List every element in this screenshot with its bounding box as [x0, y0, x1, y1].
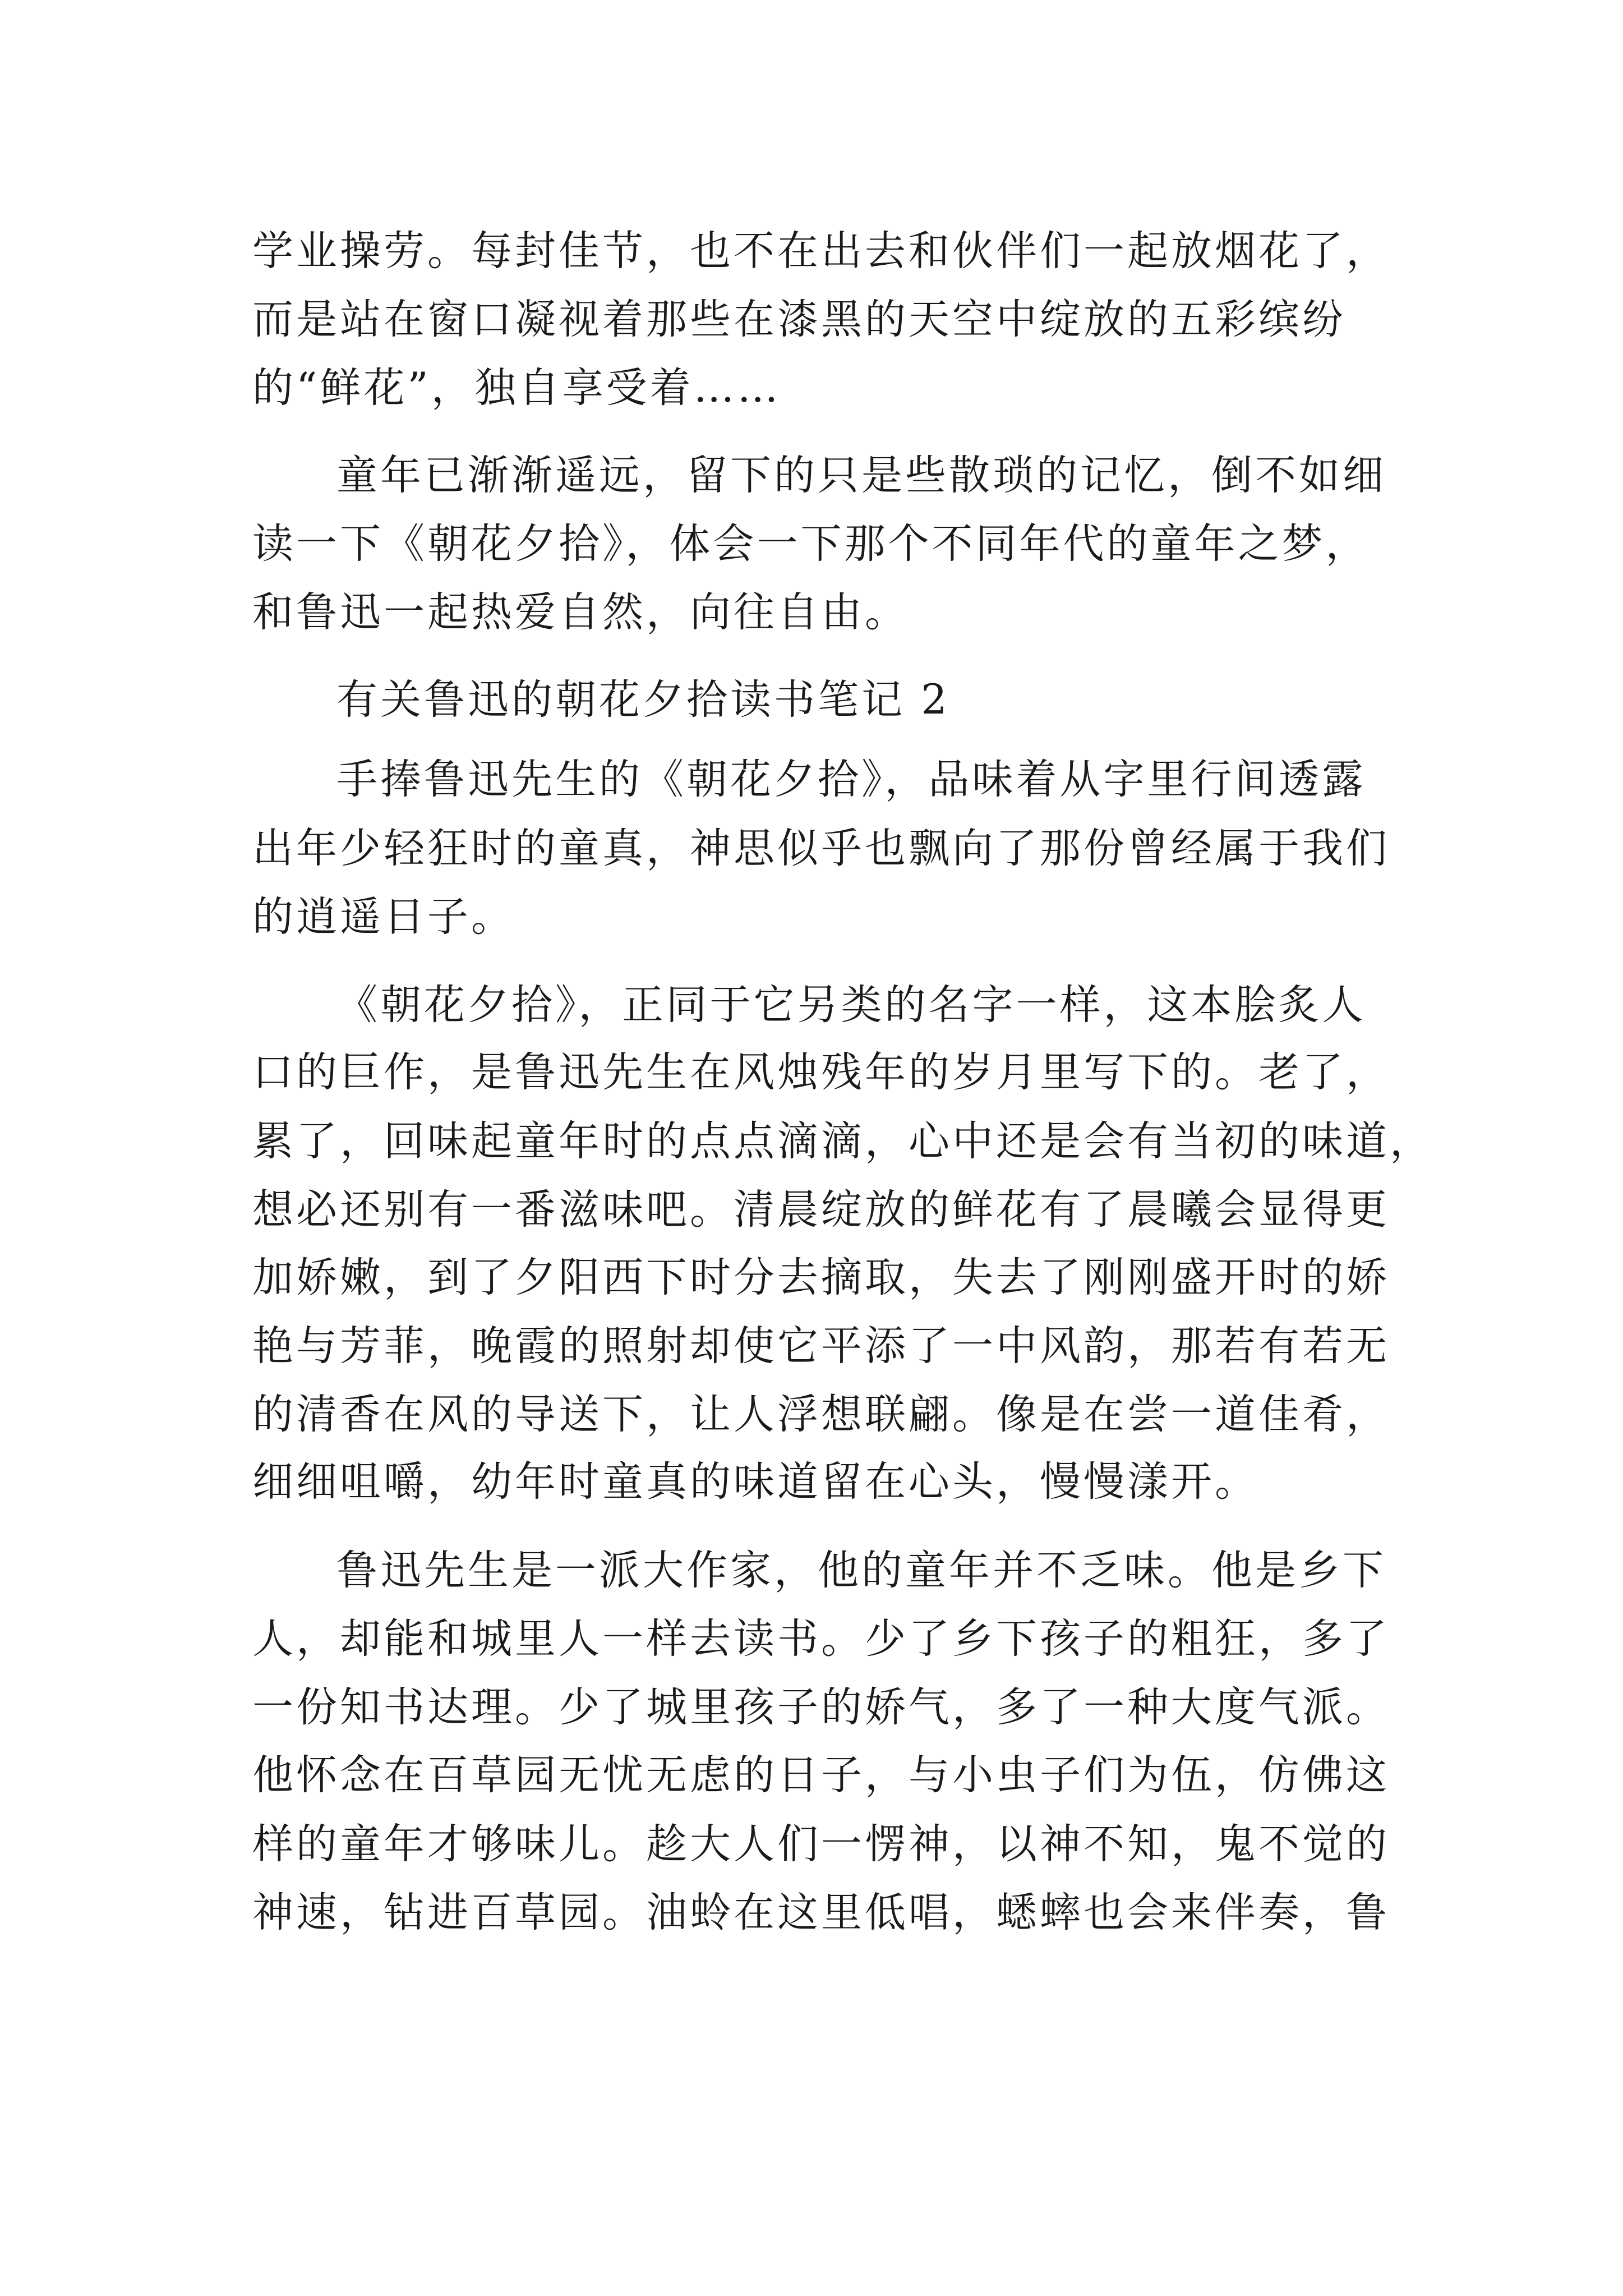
- section-heading: 有关鲁迅的朝花夕拾读书笔记 2: [336, 676, 950, 724]
- text-line: 的逍遥日子。: [252, 893, 515, 941]
- text-line: 人，却能和城里人一样去读书。少了乡下孩子的粗狂，多了: [252, 1615, 1390, 1663]
- text-line: 学业操劳。每封佳节，也不在出去和伙伴们一起放烟花了，: [252, 227, 1390, 275]
- text-line: 《朝花夕拾》，正同于它另类的名字一样，这本脍炙人: [336, 981, 1366, 1029]
- text-line: 艳与芳菲，晚霞的照射却使它平添了一中风韵，那若有若无: [252, 1322, 1390, 1370]
- text-line: 他怀念在百草园无忧无虑的日子，与小虫子们为伍，仿佛这: [252, 1751, 1390, 1799]
- text-line: 口的巨作，是鲁迅先生在风烛残年的岁月里写下的。老了，: [252, 1048, 1390, 1096]
- text-line: 的清香在风的导送下，让人浮想联翩。像是在尝一道佳肴，: [252, 1391, 1390, 1438]
- text-line: 童年已渐渐遥远，留下的只是些散琐的记忆，倒不如细: [336, 452, 1386, 499]
- text-line: 想必还别有一番滋味吧。清晨绽放的鲜花有了晨曦会显得更: [252, 1186, 1390, 1234]
- text-line: 一份知书达理。少了城里孩子的娇气，多了一种大度气派。: [252, 1683, 1390, 1731]
- text-line: 神速，钻进百草园。油蛉在这里低唱，蟋蟀也会来伴奏，鲁: [252, 1889, 1390, 1936]
- text-line: 手捧鲁迅先生的《朝花夕拾》，品味着从字里行间透露: [336, 756, 1366, 803]
- text-line: 出年少轻狂时的童真，神思似乎也飘向了那份曾经属于我们: [252, 825, 1390, 872]
- text-line: 和鲁迅一起热爱自然，向往自由。: [252, 588, 909, 636]
- text-line: 而是站在窗口凝视着那些在漆黑的天空中绽放的五彩缤纷: [252, 296, 1346, 343]
- text-line: 样的童年才够味儿。趁大人们一愣神，以神不知，鬼不觉的: [252, 1820, 1390, 1868]
- text-line: 累了，回味起童年时的点点滴滴，心中还是会有当初的味道，: [252, 1117, 1433, 1165]
- text-line: 的“鲜花”，独自享受着……: [252, 364, 781, 412]
- text-line: 加娇嫩，到了夕阳西下时分去摘取，失去了刚刚盛开时的娇: [252, 1254, 1390, 1301]
- text-line: 读一下《朝花夕拾》，体会一下那个不同年代的童年之梦，: [252, 520, 1370, 568]
- text-line: 鲁迅先生是一派大作家，他的童年并不乏味。他是乡下: [336, 1547, 1386, 1594]
- text-line: 细细咀嚼，幼年时童真的味道留在心头，慢慢漾开。: [252, 1458, 1258, 1506]
